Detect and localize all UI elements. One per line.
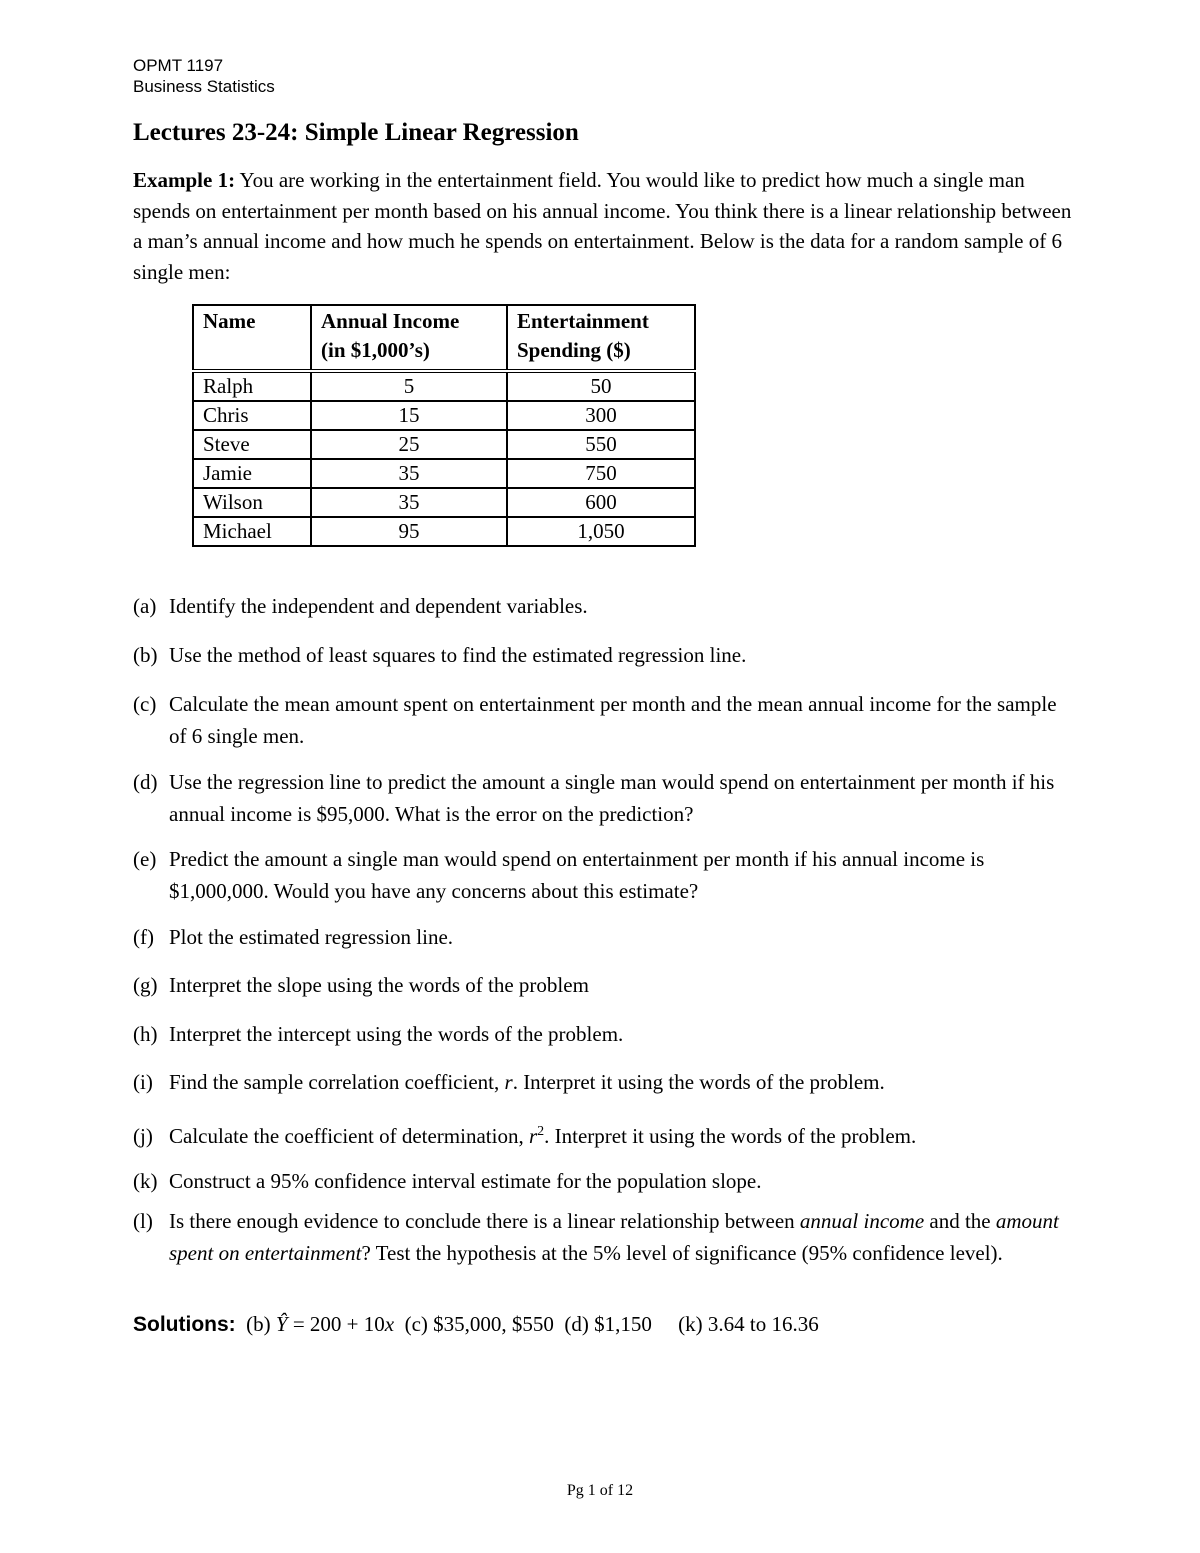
cell-income: 25 <box>311 430 507 459</box>
header-spending: Entertainment Spending ($) <box>507 305 695 371</box>
cell-name: Jamie <box>193 459 311 488</box>
cell-spending: 750 <box>507 459 695 488</box>
header-name: Name <box>193 305 311 371</box>
question-h: (h) Interpret the intercept using the words of the problem. <box>133 1022 624 1046</box>
cell-name: Ralph <box>193 371 311 401</box>
table-row <box>193 371 695 401</box>
table-header-row <box>193 305 695 371</box>
question-k: (k) Construct a 95% confidence interval estimate for the population slope. <box>133 1169 762 1193</box>
question-f: (f) Plot the estimated regression line. <box>133 925 454 949</box>
question-b: (b) Use the method of least squares to find the estimated regression line. <box>133 643 747 667</box>
cell-spending: 50 <box>507 371 695 401</box>
question-l: (l) Is there enough evidence to conclude there is a linear relationship between annual income and the amount spent on entertainment? Test the hypothesis at the 5% level of significance (95% confidence level). <box>133 1209 1059 1265</box>
page-title: Lectures 23-24: Simple Linear Regression <box>133 119 579 146</box>
cell-spending: 300 <box>507 401 695 430</box>
question-d: (d) Use the regression line to predict the amount a single man would spend on entertainment per month if his annual income is $95,000. What is the error on the prediction? <box>133 770 1055 826</box>
cell-income: 35 <box>311 488 507 517</box>
course-subject: Business Statistics <box>133 77 275 96</box>
question-g: (g) Interpret the slope using the words of the problem <box>133 973 589 997</box>
question-a: (a) Identify the independent and dependent variables. <box>133 594 588 618</box>
table-row <box>193 430 695 459</box>
table-row <box>193 488 695 517</box>
solutions-line: Solutions: (b) Ŷ = 200 + 10x (c) $35,000, $550 (d) $1,150 (k) 3.64 to 16.36 <box>133 1312 819 1336</box>
cell-spending: 550 <box>507 430 695 459</box>
cell-name: Wilson <box>193 488 311 517</box>
cell-spending: 600 <box>507 488 695 517</box>
example-text: You are working in the entertainment field. You would like to predict how much a single man spends on entertainment per month based on his annual income. You think there is a linear relationship between a man’s annual income and how much he spends on entertainment. Below is the data for a random sample of 6 single men: <box>133 168 1072 284</box>
cell-name: Steve <box>193 430 311 459</box>
course-code: OPMT 1197 <box>133 56 224 75</box>
question-c: (c) Calculate the mean amount spent on entertainment per month and the mean annual income for the sample of 6 single men. <box>133 692 1057 748</box>
example-label: Example 1: <box>133 168 236 192</box>
example-intro <box>133 165 1073 287</box>
question-e: (e) Predict the amount a single man would spend on entertainment per month if his annual income is $1,000,000. Would you have any concerns about this estimate? <box>133 847 985 903</box>
cell-name: Chris <box>193 401 311 430</box>
cell-income: 35 <box>311 459 507 488</box>
question-i: (i) Find the sample correlation coefficient, r. Interpret it using the words of the problem. <box>133 1070 885 1094</box>
question-j: (j) Calculate the coefficient of determination, $r^2$. Interpret it using the words of the problem. <box>133 1124 917 1148</box>
solutions-label: Solutions: <box>133 1313 236 1336</box>
cell-income: 95 <box>311 517 507 546</box>
cell-name: Michael <box>193 517 311 546</box>
data-table <box>192 304 696 547</box>
cell-income: 15 <box>311 401 507 430</box>
course-header <box>133 55 275 97</box>
table-row <box>193 459 695 488</box>
cell-income: 5 <box>311 371 507 401</box>
page-number: Pg 1 of 12 <box>566 1482 634 1499</box>
header-income: Annual Income (in $1,000’s) <box>311 305 507 371</box>
table-row <box>193 517 695 546</box>
cell-spending: 1,050 <box>507 517 695 546</box>
table-row <box>193 401 695 430</box>
